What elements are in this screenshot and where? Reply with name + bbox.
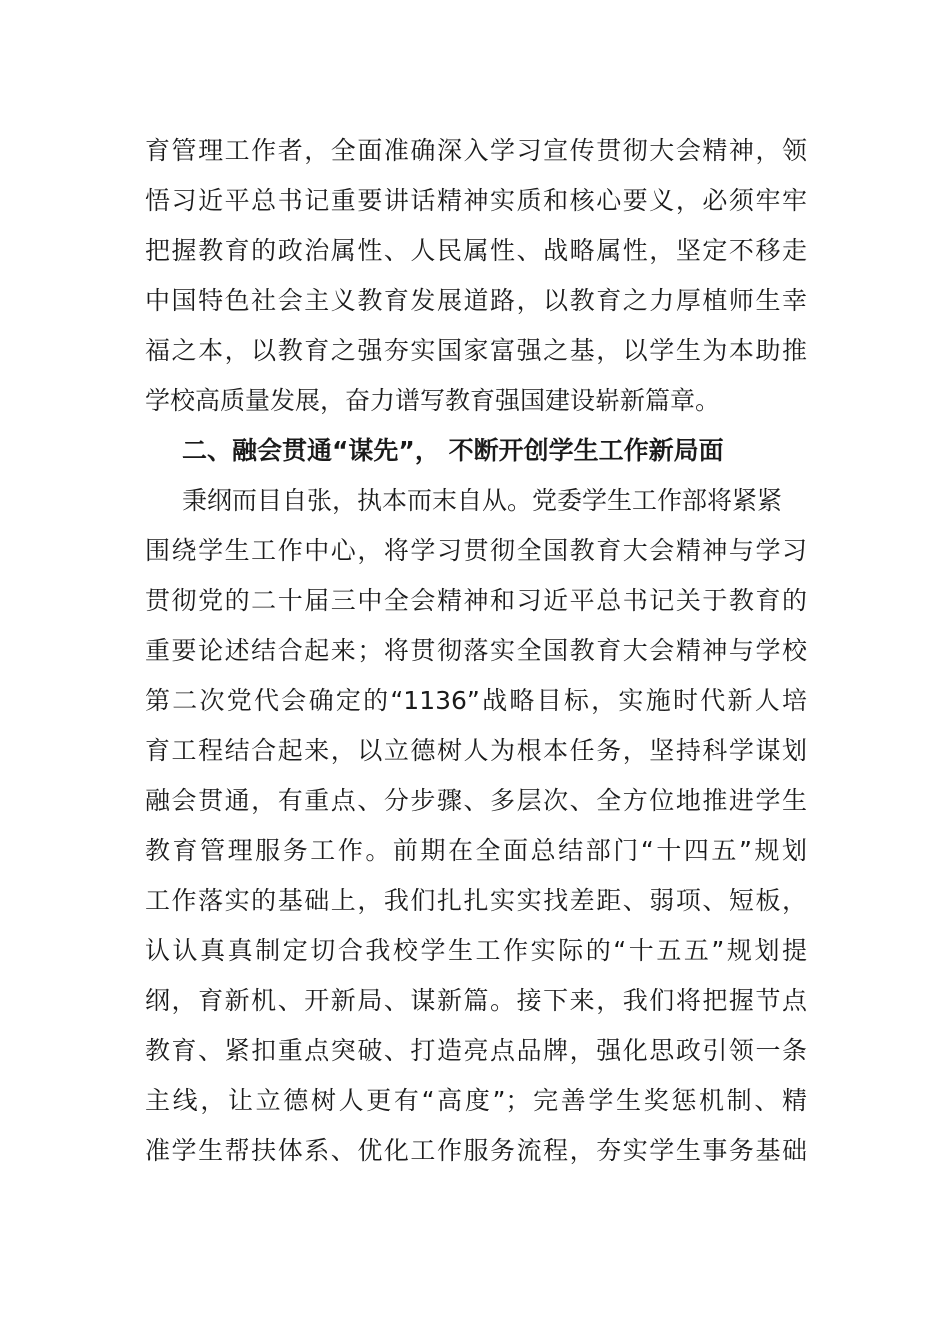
paragraph-1-line-3: 把握教育的政治属性、人民属性、战略属性，坚定不移走 xyxy=(145,236,807,265)
paragraph-2-line-2: 围绕学生工作中心，将学习贯彻全国教育大会精神与学习 xyxy=(145,536,807,565)
paragraph-1-line-2: 悟习近平总书记重要讲话精神实质和核心要义，必须牢牢 xyxy=(145,186,807,215)
paragraph-2-line-6: 育工程结合起来，以立德树人为根本任务，坚持科学谋划 xyxy=(145,736,807,765)
paragraph-2-line-1: 秉纲而目自张，执本而末自从。党委学生工作部将紧紧 xyxy=(182,486,783,515)
section-heading: 二、融会贯通“谋先”， 不断开创学生工作新局面 xyxy=(182,436,724,465)
paragraph-2-line-9: 工作落实的基础上，我们扎扎实实找差距、弱项、短板， xyxy=(145,886,807,915)
paragraph-2-line-13: 主线，让立德树人更有“高度”；完善学生奖惩机制、精 xyxy=(145,1086,807,1115)
paragraph-1-line-4: 中国特色社会主义教育发展道路，以教育之力厚植师生幸 xyxy=(145,286,807,315)
paragraph-2-line-11: 纲，育新机、开新局、谋新篇。接下来，我们将把握节点 xyxy=(145,986,807,1015)
paragraph-2-line-7: 融会贯通，有重点、分步骤、多层次、全方位地推进学生 xyxy=(145,786,807,815)
paragraph-1-line-6: 学校高质量发展，奋力谱写教育强国建设崭新篇章。 xyxy=(145,386,721,415)
paragraph-2-line-4: 重要论述结合起来；将贯彻落实全国教育大会精神与学校 xyxy=(145,636,807,665)
paragraph-2-line-14: 准学生帮扶体系、优化工作服务流程，夯实学生事务基础 xyxy=(145,1136,807,1165)
paragraph-2-line-12: 教育、紧扣重点突破、打造亮点品牌，强化思政引领一条 xyxy=(145,1036,807,1065)
document-body xyxy=(145,126,807,1176)
paragraph-1-line-1: 育管理工作者，全面准确深入学习宣传贯彻大会精神，领 xyxy=(145,136,807,165)
paragraph-1-line-5: 福之本，以教育之强夯实国家富强之基，以学生为本助推 xyxy=(145,336,807,365)
paragraph-2-line-8: 教育管理服务工作。前期在全面总结部门“十四五”规划 xyxy=(145,836,807,865)
paragraph-2-line-10: 认认真真制定切合我校学生工作实际的“十五五”规划提 xyxy=(145,936,807,965)
paragraph-2-line-3: 贯彻党的二十届三中全会精神和习近平总书记关于教育的 xyxy=(145,586,807,615)
paragraph-2-line-5: 第二次党代会确定的“1136”战略目标，实施时代新人培 xyxy=(145,686,807,715)
